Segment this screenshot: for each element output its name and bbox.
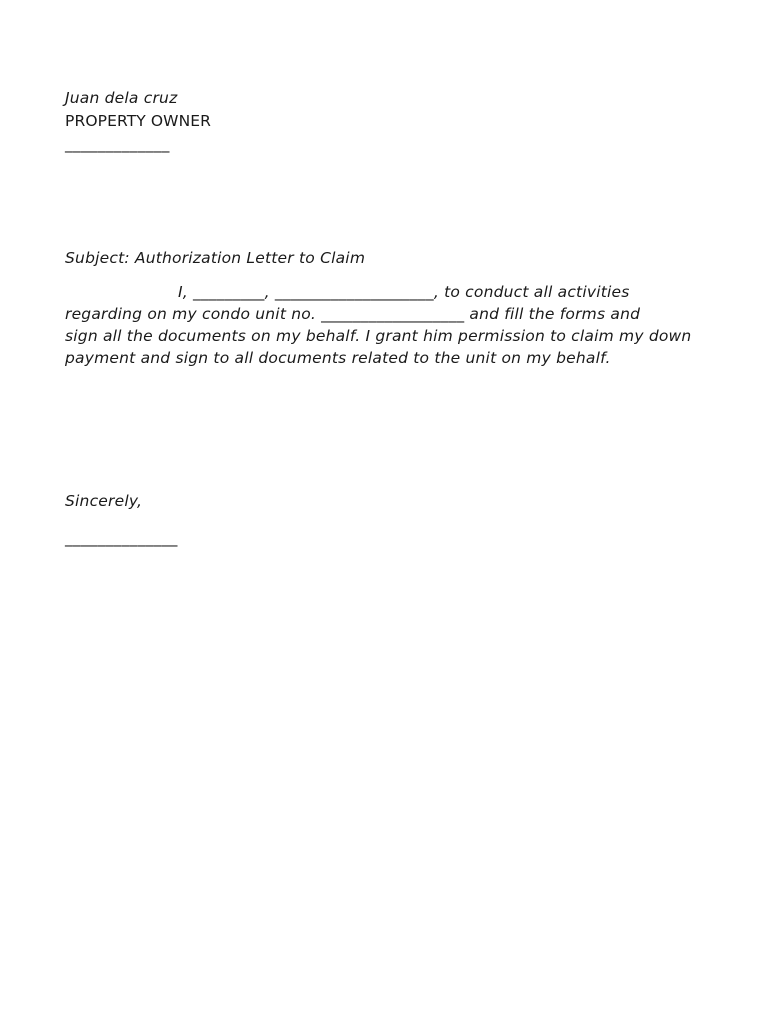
body-line-1: I, _________, ____________________, to conduct all activities (178, 283, 630, 301)
body-line-2: regarding on my condo unit no. __________________ and fill the forms and (65, 305, 641, 323)
signature-blank: ______________ (65, 529, 178, 547)
sender-signature-blank: _____________ (65, 135, 170, 153)
body-line-4: payment and sign to all documents related to the unit on my behalf. (65, 349, 611, 367)
letter-body (65, 281, 705, 369)
closing: Sincerely, (65, 492, 143, 510)
body-line-3: sign all the documents on my behalf. I grant him permission to claim my down (65, 327, 692, 345)
subject-line: Subject: Authorization Letter to Claim (65, 249, 366, 267)
sender-title: PROPERTY OWNER (65, 112, 212, 130)
sender-name: Juan dela cruz (65, 89, 178, 107)
